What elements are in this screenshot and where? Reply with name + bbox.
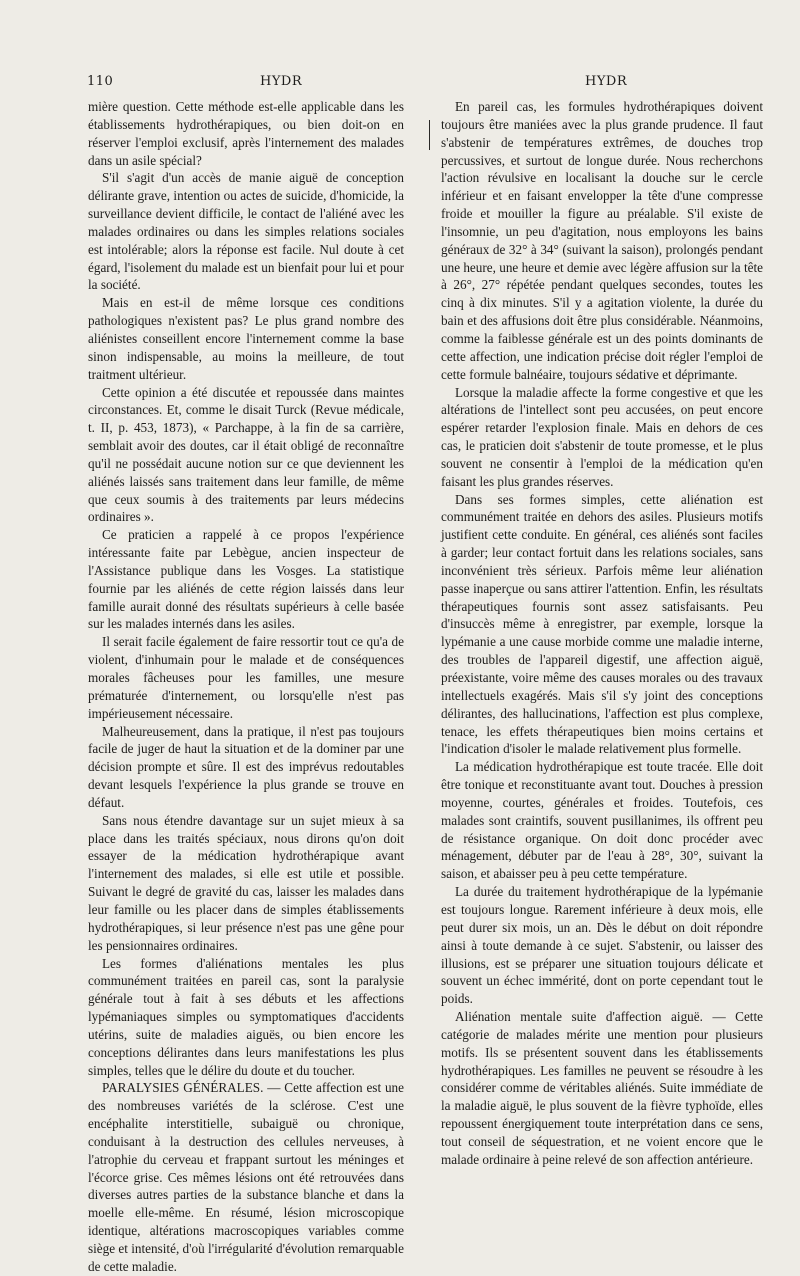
- paragraph: Malheureusement, dans la pratique, il n'est pas toujours facile de juger de haut la situation et de la dominer par une décision prompte et sûre. Il est des imprévus redoutables devant lesquels l'expérience la plus grande se trouve en défaut.: [88, 723, 404, 810]
- paragraph: Dans ses formes simples, cette aliénation est communément traitée en dehors des asiles. Plusieurs motifs justifient cette conduite. En général, ces aliénés sont faciles à garder; leur contact fortuit dans les relations sociales, sans inconvénient très sérieux. Parfois même leur aliénation passe inaperçue ou sans attirer l'attention. Enfin, les résultats thérapeutiques fournis sont assez satisfaisants. Peu d'insuccès même à enregistrer, par exemple, lorsque la lypémanie a une cause morbide comme une maladie interne, des troubles de l'appareil digestif, une affection aiguë, préexistante, voire même des causes morales ou des travaux intellectuels exagérés. Mais s'il s'y joint des conceptions délirantes, des hallucinations, l'affection est plus complexe, tenace, les effets thérapeutiques bien moins certains et l'indication d'isoler le malade relativement plus formelle.: [441, 491, 763, 757]
- paragraph: Lorsque la maladie affecte la forme congestive et que les altérations de l'intellect sont peu accusées, on peut encore espérer retarder l'explosion finale. Mais en dehors de ces cas, le praticien doit s'abstenir de toute promesse, et le plus souvent ne consentir à l'emploi de la médication qu'en faisant les plus grandes réserves.: [441, 384, 763, 489]
- paragraph: La durée du traitement hydrothérapique de la lypémanie est toujours longue. Rarement inférieure à deux mois, elle peut durer six mois, un an. Dès le début on doit répondre ainsi à toute demande à ce sujet. S'abstenir, ou laisser des illusions, est se préparer une situation toujours délicate et souvent un échec immérité, dont on porte cependant tout le poids.: [441, 884, 763, 1007]
- running-title-right: HYDR: [585, 74, 628, 89]
- running-title-left: HYDR: [260, 74, 303, 89]
- paragraph: En pareil cas, les formules hydrothérapiques doivent toujours être maniées avec la plus grande prudence. Il faut s'abstenir de températures extrêmes, de douches trop percussives, et surtout de longue durée. Nous recherchons l'action révulsive en localisant la douche sur le cercle inférieur et en faisant envelopper la tête d'une compresse froide et mouiller la figure au préalable. S'il existe de l'insomnie, un peu d'agitation, nous employons les bains généraux de 32° à 34° (suivant la saison), prolongés pendant une heure, une heure et demie avec légère affusion sur la tête à 26°, 27° répétée pendant quelques secondes, toutes les cinq à dix minutes. S'il y a agitation violente, la durée du bain et des affusions doit être plus considérable. Néanmoins, comme la faiblesse générale est un des points dominants de cette affection, une indication précise doit régler l'emploi de cette formule balnéaire, toujours sédative et déprimante.: [441, 99, 763, 382]
- paragraph: Les formes d'aliénations mentales les plus communément traitées en pareil cas, sont la paralysie générale tout à fait à ses débuts et les affections lypémaniaques simples ou symptomatiques d'accidents utérins, suite de maladies aiguës, ou bien encore les conceptions délirantes dans leurs manifestations les plus simples, telles que le délire du doute et du toucher.: [88, 955, 404, 1078]
- right-column: [441, 98, 763, 1169]
- paragraph: Cette opinion a été discutée et repoussée dans maintes circonstances. Et, comme le disait Turck (Revue médicale, t. II, p. 453, 1873), « Parchappe, à la fin de sa carrière, semblait avoir des doutes, car il était obligé de reconnaître qu'il ne possédait aucune notion sur ce que deviennent les aliénés laissés sans traitement dans leur famille, de même que ceux soumis à des traitements par leurs médecins ordinaires ».: [88, 384, 404, 525]
- paragraph: La médication hydrothérapique est toute tracée. Elle doit être tonique et reconstituante avant tout. Douches à pression moyenne, courtes, générales et froides. Toutefois, ces malades sont craintifs, souvent pusillanimes, ils offrent peu de résistance organique. On doit donc procéder avec ménagement, débuter par de l'eau à 28°, 30°, suivant la saison, et abaisser peu à peu cette température.: [441, 759, 763, 882]
- paragraph: Sans nous étendre davantage sur un sujet mieux à sa place dans les traités spéciaux, nous dirons qu'on doit essayer de la médication hydrothérapique avant l'internement des malades, si elle est utile et possible. Suivant le degré de gravité du cas, laisser les malades dans leur famille ou les placer dans de simples établissements hydrothérapiques, si leur présence n'est pas une gêne pour les pensionnaires ordinaires.: [88, 812, 404, 953]
- page-number: 110: [87, 74, 114, 89]
- paragraph: Il serait facile également de faire ressortir tout ce qu'a de violent, d'inhumain pour le malade et de conséquences morales fâcheuses pour les familles, une mesure prématurée d'internement, ou lorsqu'elle n'est pas impérieusement nécessaire.: [88, 634, 404, 721]
- paragraph: mière question. Cette méthode est-elle applicable dans les établissements hydrothérapiques, ou bien doit-on en réserver l'emploi exclusif, après l'internement des malades dans un asile spécial?: [88, 99, 404, 168]
- paragraph: PARALYSIES GÉNÉRALES. — Cette affection est une des nombreuses variétés de la sclérose. C'est une encéphalite interstitielle, subaiguë ou chronique, conduisant à la destruction des cellules nerveuses, à l'atrophie du cerveau et frappant surtout les méninges et l'écorce grise. Ces mêmes lésions ont été retrouvées dans diverses autres parties de la substance blanche et dans la moelle elle-même. En résumé, lésion microscopique identique, altérations macroscopiques variables comme siège et intensité, d'où l'irrégularité d'évolution remarquable de cette maladie.: [88, 1080, 404, 1274]
- paragraph: Aliénation mentale suite d'affection aiguë. — Cette catégorie de malades mérite une mention pour plusieurs motifs. Ils se présentent souvent dans les établissements hydrothérapiques. Les familles ne peuvent se résoudre à les considérer comme de véritables aliénés. Suite immédiate de la maladie aiguë, le plus souvent de la fièvre typhoïde, elles repoussent énergiquement toute interprétation dans ce sens, tout conseil de séquestration, et ne voient encore que le malade ordinaire à peine relevé de son affection antérieure.: [441, 1009, 763, 1167]
- left-column: [88, 98, 404, 1276]
- paragraph: Mais en est-il de même lorsque ces conditions pathologiques n'existent pas? Le plus grand nombre des aliénistes conseillent encore l'internement comme la base sinon indispensable, au moins la meilleure, de tout traitment ultérieur.: [88, 295, 404, 382]
- paragraph: Ce praticien a rappelé à ce propos l'expérience intéressante faite par Lebègue, ancien inspecteur de l'Assistance publique dans les Vosges. La statistique fournie par les aliénés de cette région laissés dans leur famille aurait donné des résultats supérieurs à celle basée sur les malades internés dans les asiles.: [88, 527, 404, 632]
- column-rule: [429, 120, 430, 150]
- paragraph: S'il s'agit d'un accès de manie aiguë de conception délirante grave, intention ou actes de suicide, d'homicide, la surveillance devient difficile, le contact de l'aliéné avec les malades ordinaires ou dans les simples relations sociales est intolérable; alors la réponse est facile. Nul doute à cet égard, l'isolement du malade est un bienfait pour lui et pour la société.: [88, 170, 404, 293]
